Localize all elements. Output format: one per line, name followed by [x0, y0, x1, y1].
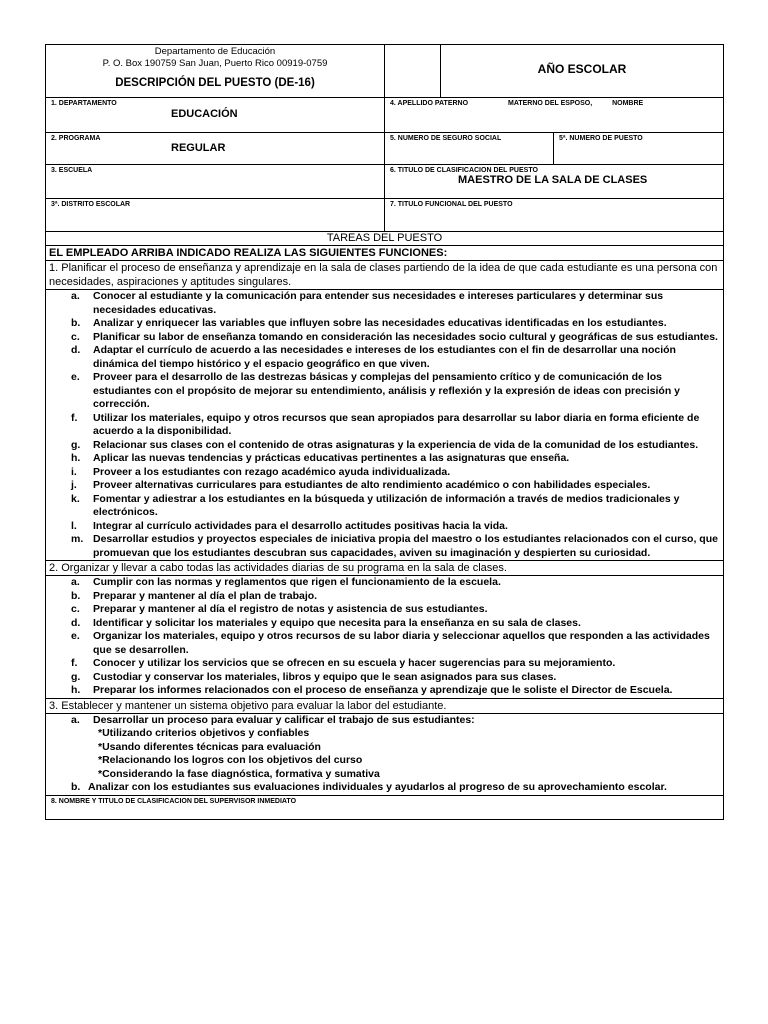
- list-item: a. Conocer al estudiante y la comunicación para entender sus necesidades e intereses particulares y determinar sus necesidades educativas.: [71, 290, 664, 316]
- list-item: b. Preparar y mantener al día el plan de trabajo.: [71, 589, 318, 602]
- list-item: c. Preparar y mantener al día el registro de notas y asistencia de sus estudiantes.: [71, 603, 488, 615]
- section-3-list-b: [46, 781, 723, 795]
- list-item: l. Integrar al currículo actividades para el desarrollo actitudes positivas hacia la vida.: [71, 519, 508, 532]
- seguro-social-label: 5. NUMERO DE SEGURO SOCIAL: [390, 135, 502, 142]
- section-3-items-cell: [46, 713, 724, 795]
- distrito-cell: [46, 199, 385, 232]
- list-item: h. Aplicar las nuevas tendencias y prácticas educativas pertinentes a las asignaturas que enseña.: [71, 452, 570, 464]
- list-item: a. Desarrollar un proceso para evaluar y calificar el trabajo de sus estudiantes:: [71, 713, 475, 726]
- job-description-form: [45, 44, 724, 820]
- list-item: b. Analizar y enriquecer las variables que influyen sobre las necesidades educativas identificadas en los estudiantes.: [71, 317, 667, 329]
- header-department-block: [46, 45, 385, 98]
- apellido-cell: [385, 98, 724, 133]
- supervisor-label: 8. NOMBRE Y TITULO DE CLASIFICACION DEL SUPERVISOR INMEDIATO: [51, 797, 297, 805]
- numero-puesto-cell: [554, 133, 724, 165]
- titulo-clasificacion-value: MAESTRO DE LA SALA DE CLASES: [458, 174, 648, 186]
- section-1-items-cell: [46, 290, 724, 561]
- section-2-list: [46, 576, 723, 698]
- list-item: i. Proveer a los estudiantes con rezago académico ayuda individualizada.: [71, 465, 451, 478]
- tareas-header: TAREAS DEL PUESTO: [46, 232, 724, 246]
- materno-label: MATERNO DEL ESPOSO,: [508, 100, 593, 107]
- header-blank-cell: [385, 45, 441, 98]
- ano-escolar-cell: [441, 45, 724, 98]
- list-item: f. Conocer y utilizar los servicios que se ofrecen en su escuela y hacer sugerencias para su mejoramiento.: [71, 657, 616, 669]
- tareas-intro: EL EMPLEADO ARRIBA INDICADO REALIZA LAS SIGUIENTES FUNCIONES:: [46, 246, 724, 261]
- departamento-cell: [46, 98, 385, 133]
- numero-puesto-label: 5ª. NUMERO DE PUESTO: [559, 135, 643, 142]
- department-address: P. O. Box 190759 San Juan, Puerto Rico 00919-0759: [102, 58, 328, 69]
- form-page: [45, 44, 723, 820]
- subitem: *Relacionando los logros con los objetivos del curso: [98, 754, 363, 766]
- supervisor-cell: [46, 795, 724, 819]
- escuela-label: 3. ESCUELA: [51, 167, 93, 174]
- nombre-label: NOMBRE: [612, 100, 644, 107]
- titulo-clasificacion-label: 6. TITULO DE CLASIFICACION DEL PUESTO: [390, 167, 538, 174]
- titulo-funcional-label: 7. TITULO FUNCIONAL DEL PUESTO: [390, 201, 513, 208]
- department-name: Departamento de Educación: [154, 46, 276, 57]
- list-item: b. Analizar con los estudiantes sus evaluaciones individuales y ayudarlos al progreso de su aprovechamiento escolar.: [71, 781, 667, 793]
- section-1-list: [46, 290, 723, 560]
- list-item: g. Custodiar y conservar los materiales, libros y equipo que le sean asignados para sus clases.: [71, 670, 557, 683]
- list-item: e. Proveer para el desarrollo de las destrezas básicas y complejas del pensamiento crítico y de comunicación de los estudiantes con el propósito de mejorar su entendimiento, análisis y reflexión y la expresión de ideas con precisión y corrección.: [71, 371, 681, 410]
- section-2-items-cell: [46, 576, 724, 699]
- list-item: m. Desarrollar estudios y proyectos especiales de iniciativa propia del maestro o los estudiantes relacionados con el curso, que promuevan que los estudiantes descubran sus capacidades, aviven su imaginación y despierten su curiosidad.: [71, 533, 718, 559]
- titulo-funcional-cell: [385, 199, 724, 232]
- escuela-cell: [46, 165, 385, 199]
- list-item: k. Fomentar y adiestrar a los estudiantes en la búsqueda y utilización de información a través de medios tradicionales y electrónicos.: [71, 492, 680, 518]
- section-3-title: 3. Establecer y mantener un sistema objetivo para evaluar la labor del estudiante.: [46, 698, 724, 713]
- departamento-label: 1. DEPARTAMENTO: [51, 100, 117, 107]
- evaluation-subitems: [46, 727, 723, 781]
- subitem: *Usando diferentes técnicas para evaluación: [98, 740, 321, 753]
- list-item: c. Planificar su labor de enseñanza tomando en consideración las necesidades socio cultural y geográficas de sus estudiantes.: [71, 330, 718, 343]
- programa-value: REGULAR: [171, 142, 226, 154]
- list-item: d. Adaptar el currículo de acuerdo a las necesidades e intereses de los estudiantes con el fin de desarrollar una noción dinámica del tiempo histórico y el espacio geográfico en que viven.: [71, 344, 676, 370]
- departamento-value: EDUCACIÓN: [171, 108, 238, 120]
- ano-escolar-label: AÑO ESCOLAR: [537, 62, 627, 76]
- seguro-social-cell: [385, 133, 554, 165]
- programa-label: 2. PROGRAMA: [51, 135, 101, 142]
- list-item: a. Cumplir con las normas y reglamentos que rigen el funcionamiento de la escuela.: [71, 576, 501, 588]
- list-item: f. Utilizar los materiales, equipo y otros recursos que sean apropiados para desarrollar su labor diaria en forma eficiente de acuerdo a la disponibilidad.: [71, 411, 700, 437]
- form-title: DESCRIPCIÓN DEL PUESTO (DE-16): [115, 77, 315, 89]
- subitem: *Considerando la fase diagnóstica, formativa y sumativa: [98, 767, 380, 780]
- titulo-clasificacion-cell: [385, 165, 724, 199]
- distrito-label: 3ª. DISTRITO ESCOLAR: [51, 201, 131, 208]
- subitem: *Utilizando criterios objetivos y confiables: [98, 727, 310, 739]
- programa-cell: [46, 133, 385, 165]
- section-2-title: 2. Organizar y llevar a cabo todas las actividades diarias de su programa en la sala de clases.: [46, 561, 724, 576]
- list-item: g. Relacionar sus clases con el contenido de otras asignaturas y la experiencia de vida de la comunidad de los estudiantes.: [71, 438, 699, 451]
- apellido-label: 4. APELLIDO PATERNO: [390, 100, 469, 107]
- section-1-title: 1. Planificar el proceso de enseñanza y aprendizaje en la sala de clases partiendo de la idea de que cada estudiante es una persona con necesidades, aspiraciones y aptitudes singulares.: [46, 261, 724, 290]
- list-item: h. Preparar los informes relacionados con el proceso de enseñanza y aprendizaje que le soliste el Director de Escuela.: [71, 684, 673, 696]
- list-item: d. Identificar y solicitar los materiales y equipo que necesita para la enseñanza en su sala de clases.: [71, 616, 581, 629]
- list-item: e. Organizar los materiales, equipo y otros recursos de su labor diaria y seleccionar aquellos que responden a las actividades que se desarrollen.: [71, 630, 710, 656]
- section-3-list: [46, 714, 723, 728]
- list-item: j. Proveer alternativas curriculares para estudiantes de alto rendimiento académico o con habilidades especiales.: [71, 479, 651, 491]
